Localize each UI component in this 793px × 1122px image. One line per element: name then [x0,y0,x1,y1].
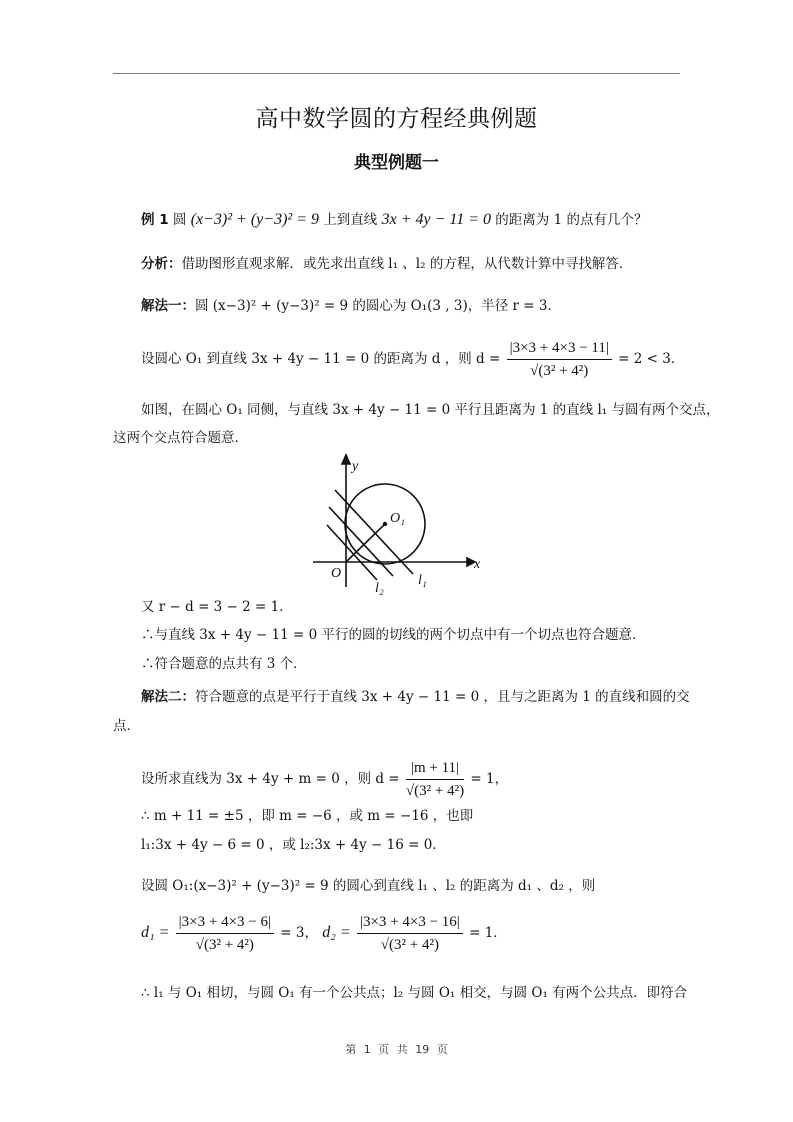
method1-line5: 又 r − d = 3 − 2 = 1． [141,599,293,615]
geometry-figure [305,452,490,597]
method2-conclusion: ∴ l₁ 与 O₁ 相切，与圆 O₁ 有一个公共点；l₂ 与圆 O₁ 相交，与圆 O₁ 有两个公共点．即符合 [141,985,688,1001]
page-title: 高中数学圆的方程经典例题 [255,106,538,132]
analysis-label: 分析： [141,256,182,272]
svg-text:l₁: l₁ [418,573,427,588]
method2-line1: 解法二：符合题意的点是平行于直线 3x + 4y − 11 = 0 ，且与之距离为 1 的直线和圆的交 [141,689,690,705]
svg-text:x: x [474,557,481,572]
method2-d-formulas: d₁ = $\frac{|3\times 3 + 4\times 3 - 6|}{\text{√(3² + 4²)}}$ = 3， d₂ = $\frac{|3\times 3 + 4\times 3 - 16|}{\text{√(3² + 4²)}}$ = 1． [141,914,507,953]
method1-distance-formula: 设圆心 O₁ 到直线 3x + 4y − 11 = 0 的距离为 d ，则 d = $\frac{|3\times 3 + 4\times 3 - 11|}{\text{√(3² + 4²)}}$ = 2 < 3． [141,340,685,379]
distance-fraction: $\frac{|3\times 3 + 4\times 3 - 11|}{\text{√(3² + 4²)}}$ [507,338,612,381]
d2-fraction: $\frac{|3\times 3 + 4\times 3 - 16|}{\text{√(3² + 4²)}}$ [357,912,463,955]
method2-line4: ∴ m + 11 = ±5 ，即 m = −6 ，或 m = −16 ，也即 [141,808,474,824]
svg-text:O₁: O₁ [390,511,405,526]
method2-label: 解法二： [141,689,195,705]
svg-text:O: O [331,566,342,581]
method1-label: 解法一： [141,298,195,314]
header-rule [113,73,680,74]
method2-line6: 设圆 O₁:(x−3)² + (y−3)² = 9 的圆心到直线 l₁ 、l₂ 的距离为 d₁ 、d₂ ，则 [141,878,596,894]
page-footer: 第 1 页 共 19 页 [345,1043,448,1056]
m-fraction: $\frac{|m + 11|}{\text{√(3² + 4²)}}$ [405,760,465,799]
method2-distance-formula: 设所求直线为 3x + 4y + m = 0 ，则 d = $\frac{|m + 11|}{\text{√(3² + 4²)}}$ = 1， [141,760,509,799]
method1-line3: 如图，在圆心 O₁ 同侧，与直线 3x + 4y − 11 = 0 平行且距离为 1 的直线 l₁ 与圆有两个交点， [141,402,720,418]
svg-text:l₂: l₂ [375,581,384,596]
analysis-paragraph: 分析：借助图形直观求解．或先求出直线 l₁ 、l₂ 的方程，从代数计算中寻找解答． [141,256,633,272]
line-equation: 3x + 4y − 11 = 0 [381,211,491,228]
section-subtitle: 典型例题一 [354,153,439,173]
circle-equation: (x−3)² + (y−3)² = 9 [190,211,319,228]
d1-fraction: $\frac{|3\times 3 + 4\times 3 - 6|}{\text{√(3² + 4²)}}$ [176,912,274,955]
method2-line2: 点． [113,718,140,734]
method1-line6: ∴与直线 3x + 4y − 11 = 0 平行的圆的切线的两个切点中有一个切点也符合题意． [141,627,646,643]
method2-line5: l₁:3x + 4y − 6 = 0 ，或 l₂:3x + 4y − 16 = 0． [141,837,446,853]
example-label: 例 1 [141,212,169,228]
method1-line7: ∴符合题意的点共有 3 个． [141,656,307,672]
method1-line4: 这两个交点符合题意． [113,430,248,446]
svg-text:y: y [352,459,359,474]
method1-line1: 解法一：圆 (x−3)² + (y−3)² = 9 的圆心为 O₁(3 , 3)，半径 r = 3． [141,298,561,314]
example-question: 例 1 圆 (x−3)² + (y−3)² = 9 上到直线 3x + 4y − 11 = 0 的距离为 1 的点有几个？ [141,211,648,228]
